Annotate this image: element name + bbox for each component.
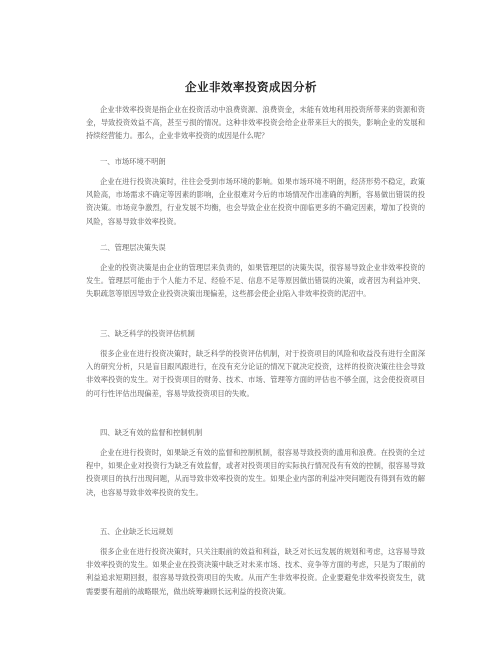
section-body-5: 很多企业在进行投资决策时，只关注眼前的效益和利益，缺乏对长远发展的规划和考虑，这容易导致非效率投资的发生。如果企业在投资决策中缺乏对未来市场、技术、竞争等方面的考虑，只是为了眼前的利益追求短期回报，很容易导致投资项目的失败。从而产生非效率投资。企业要避免非效率投资发生，就需要要有超前的战略眼光，做出统筹兼顾长远利益的投资决策。 [86,547,425,596]
section-body-4: 企业在进行投资时，如果缺乏有效的监督和控制机制，很容易导致投资的滥用和浪费。在投资的全过程中，如果企业对投资行为缺乏有效监督，或者对投资项目的实际执行情况没有有效的控制，很容易导致投资项目的执行出现问题，从而导致非效率投资的发生。如果企业内部的利益冲突问题没有得到有效的解决，也容易导致非效率投资的发生。 [86,448,425,497]
section-heading-3: 三、缺乏科学的投资评估机制 [100,329,195,338]
section-heading-5: 五、企业缺乏长远规划 [100,527,173,536]
intro-paragraph: 企业非效率投资是指企业在投资活动中浪费资源、浪费资金，未能有效地利用投资所带来的资源和资金，导致投资效益不高，甚至亏损的情况。这种非效率投资会给企业带来巨大的损失，影响企业的发展和持续经营能力。那么，企业非效率投资的成因是什么呢？ [86,105,425,141]
document-title: 企业非效率投资成因分析 [185,80,317,94]
section-body-3: 很多企业在进行投资决策时，缺乏科学的投资评估机制，对于投资项目的风险和收益没有进行全面深入的研究分析，只是盲目跟风跟进行，在没有充分论证的情况下就决定投资，这样的投资决策往往会导致非效率投资的发生。对于投资项目的财务、技术、市场、管理等方面的评估也不够全面，这会使投资项目的可行性评估出现偏差，容易导致投资项目的失败。 [86,349,425,398]
section-body-2: 企业的投资决策是由企业的管理层来负责的，如果管理层的决策失误，很容易导致企业非效率投资的发生。管理层可能由于个人能力不足、经验不足、信息不足等原因做出错误的决策，或者因为利益冲突、失职疏忽等原因导致企业投资决策出现偏差，这些都会使企业陷入非效率投资的泥沼中。 [86,263,425,299]
section-heading-1: 一、市场环境不明朗 [100,157,166,166]
section-heading-2: 二、管理层决策失误 [100,243,166,252]
section-body-1: 企业在进行投资决策时，往往会受到市场环境的影响。如果市场环境不明朗，经济形势不稳定，政策风险高，市场需求不确定等因素的影响，企业很难对今后的市场情况作出准确的判断，容易做出错误的投资决策。市场竞争激烈，行业发展不均衡，也会导致企业在投资中面临更多的不确定因素，增加了投资的风险，容易导致非效率投资。 [86,177,425,226]
section-heading-4: 四、缺乏有效的监督和控制机制 [100,428,203,437]
